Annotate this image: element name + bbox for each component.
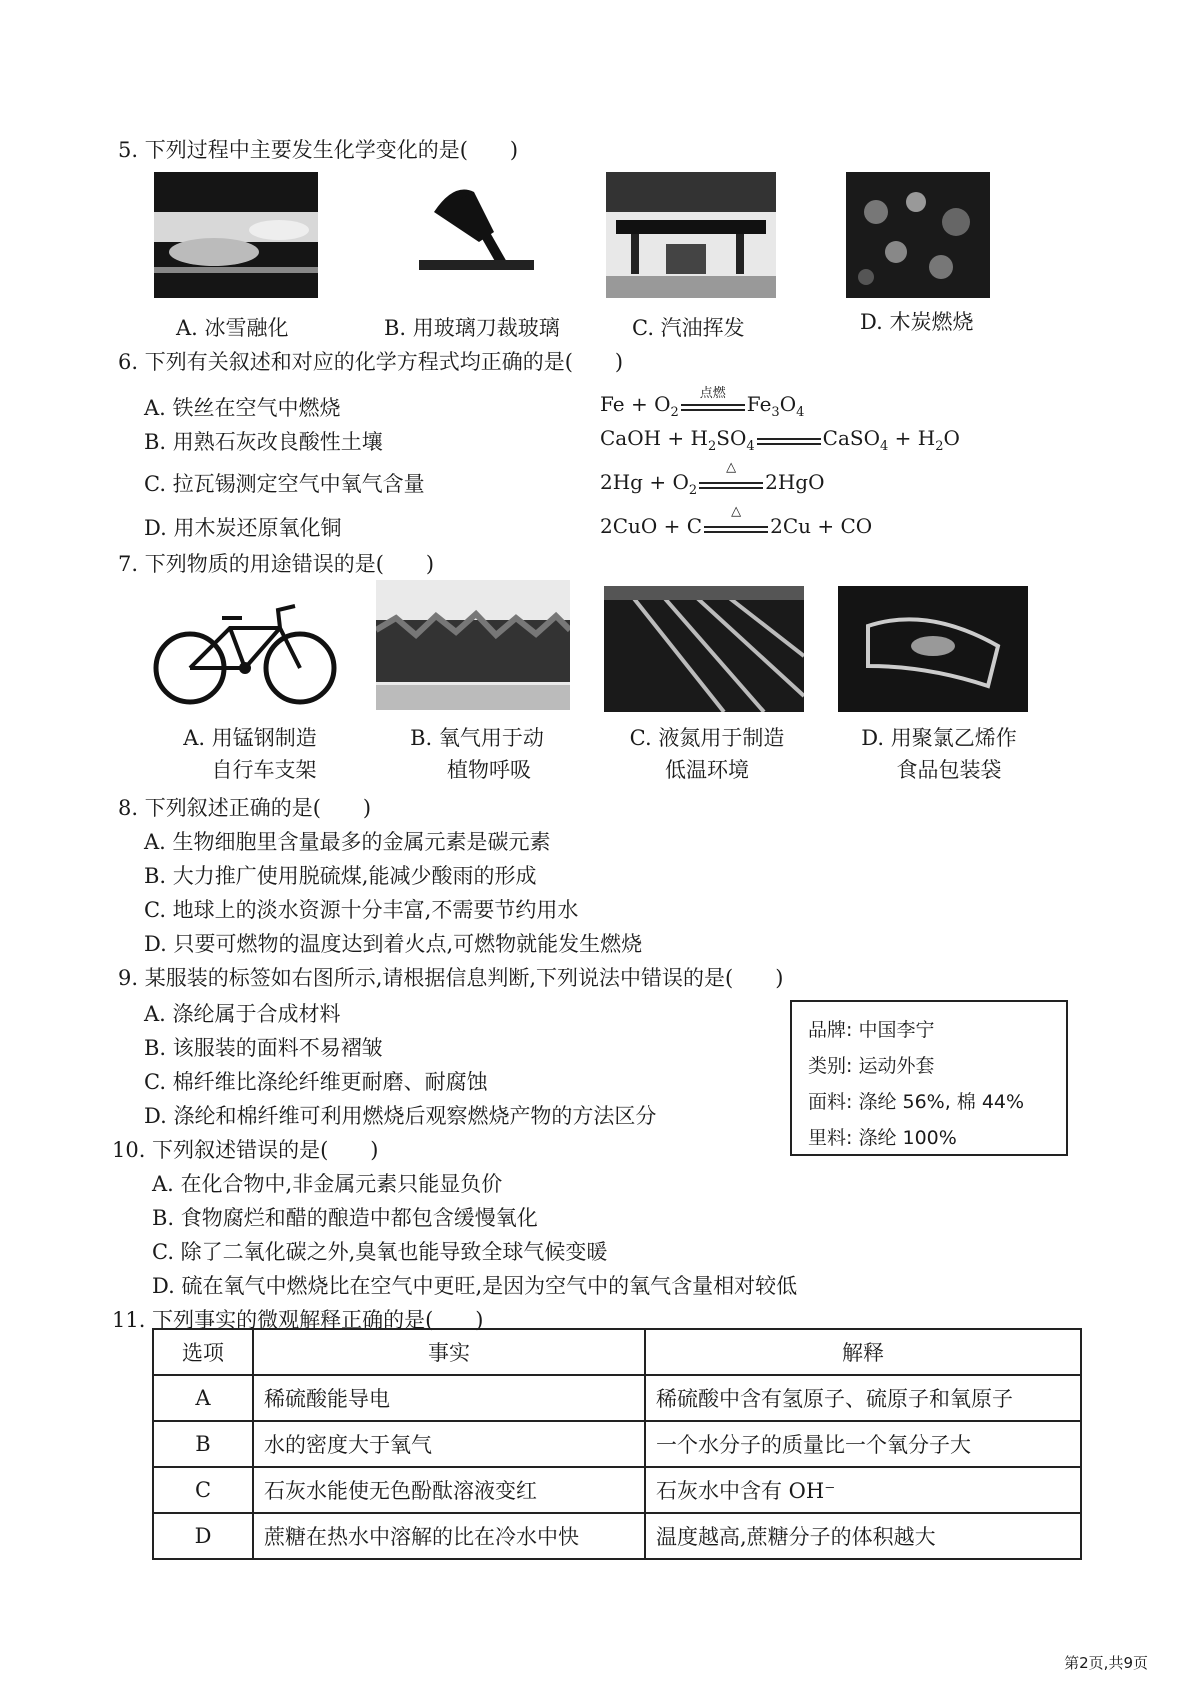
q5-stem: 5. 下列过程中主要发生化学变化的是( )	[118, 138, 519, 162]
q9-option-b: B. 该服装的面料不易褶皱	[144, 1036, 383, 1060]
q7-option-a	[160, 722, 340, 786]
q5-image-gas-station	[606, 172, 776, 298]
row-d-option: D	[153, 1513, 253, 1559]
q8-option-d: D. 只要可燃物的温度达到着火点,可燃物就能发生燃烧	[144, 932, 643, 956]
q5-option-c: C. 汽油挥发	[632, 316, 745, 340]
q10-stem: 10. 下列叙述错误的是( )	[112, 1138, 379, 1162]
label-brand: 品牌: 中国李宁	[808, 1019, 935, 1041]
header-fact: 事实	[253, 1329, 645, 1375]
q5-option-b: B. 用玻璃刀裁玻璃	[384, 316, 560, 340]
q6-stem: 6. 下列有关叙述和对应的化学方程式均正确的是( )	[118, 350, 624, 374]
table-row	[153, 1513, 1081, 1559]
q5-image-glass-cutter	[414, 172, 542, 282]
table-row	[153, 1375, 1081, 1421]
table-header-row	[153, 1329, 1081, 1375]
row-b-explanation: 一个水分子的质量比一个氧分子大	[645, 1421, 1081, 1467]
q6-equation-c: $2Hg + O_2$ △ 2HgO	[600, 460, 825, 498]
q10-option-c: C. 除了二氧化碳之外,臭氧也能导致全球气候变暖	[152, 1240, 608, 1264]
q10-option-d: D. 硫在氧气中燃烧比在空气中更旺,是因为空气中的氧气含量相对较低	[152, 1274, 798, 1298]
label-fabric: 面料: 涤纶 56%, 棉 44%	[808, 1091, 1025, 1113]
q6-option-b: B. 用熟石灰改良酸性土壤	[144, 430, 383, 454]
table-row	[153, 1421, 1081, 1467]
q7-option-c	[614, 722, 800, 786]
q8-option-a: A. 生物细胞里含量最多的金属元素是碳元素	[144, 830, 551, 854]
header-option: 选项	[153, 1329, 253, 1375]
q7-option-d-line1: D. 用聚氯乙烯作	[861, 726, 1017, 750]
q5-option-d: D. 木炭燃烧	[860, 310, 974, 334]
q11-stem: 11. 下列事实的微观解释正确的是( )	[112, 1308, 484, 1332]
q7-image-packaging-bag	[838, 586, 1028, 712]
clothing-label-box	[790, 1000, 1068, 1156]
label-category: 类别: 运动外套	[808, 1055, 935, 1077]
row-a-fact: 稀硫酸能导电	[253, 1375, 645, 1421]
q7-option-d	[846, 722, 1032, 786]
label-lining: 里料: 涤纶 100%	[808, 1127, 957, 1149]
row-d-explanation: 温度越高,蔗糖分子的体积越大	[645, 1513, 1081, 1559]
q5-image-ice	[154, 172, 318, 298]
q7-image-liquid-nitrogen	[604, 586, 804, 712]
q10-option-a: A. 在化合物中,非金属元素只能显负价	[152, 1172, 503, 1196]
q8-option-b: B. 大力推广使用脱硫煤,能减少酸雨的形成	[144, 864, 537, 888]
q5-image-charcoal	[846, 172, 990, 298]
q7-option-c-line1: C. 液氮用于制造	[629, 726, 785, 750]
row-d-fact: 蔗糖在热水中溶解的比在冷水中快	[253, 1513, 645, 1559]
q8-option-c: C. 地球上的淡水资源十分丰富,不需要节约用水	[144, 898, 579, 922]
q7-image-bicycle	[150, 588, 340, 710]
table-row	[153, 1467, 1081, 1513]
q7-image-respiration	[376, 580, 570, 710]
page-number: 第2页,共9页	[1064, 1654, 1148, 1672]
q7-option-c-line2: 低温环境	[665, 758, 749, 782]
q7-option-b	[392, 722, 562, 786]
q11-table	[152, 1328, 1082, 1560]
q7-option-d-line2: 食品包装袋	[896, 758, 1002, 782]
q9-stem: 9. 某服装的标签如右图所示,请根据信息判断,下列说法中错误的是( )	[118, 966, 784, 990]
row-c-explanation: 石灰水中含有 OH⁻	[645, 1467, 1081, 1513]
row-a-option: A	[153, 1375, 253, 1421]
q9-option-d: D. 涤纶和棉纤维可利用燃烧后观察燃烧产物的方法区分	[144, 1104, 657, 1128]
row-c-option: C	[153, 1467, 253, 1513]
q7-option-b-line2: 植物呼吸	[447, 758, 531, 782]
q9-option-a: A. 涤纶属于合成材料	[144, 1002, 341, 1026]
q6-equation-d: 2CuO + C △ 2Cu + CO	[600, 504, 873, 538]
row-a-explanation: 稀硫酸中含有氢原子、硫原子和氧原子	[645, 1375, 1081, 1421]
q8-stem: 8. 下列叙述正确的是( )	[118, 796, 372, 820]
header-explanation: 解释	[645, 1329, 1081, 1375]
q6-option-c: C. 拉瓦锡测定空气中氧气含量	[144, 472, 425, 496]
q6-equation-b: CaOH + $H_2SO_4$ CaSO$_4$ + $H_2O$	[600, 426, 960, 454]
q6-equation-a: $Fe + O_2$ 点燃 $Fe_3O_4$	[600, 386, 805, 420]
q10-option-b: B. 食物腐烂和醋的酿造中都包含缓慢氧化	[152, 1206, 538, 1230]
row-c-fact: 石灰水能使无色酚酞溶液变红	[253, 1467, 645, 1513]
q9-option-c: C. 棉纤维比涤纶纤维更耐磨、耐腐蚀	[144, 1070, 488, 1094]
q7-option-b-line1: B. 氧气用于动	[410, 726, 544, 750]
q5-option-a: A. 冰雪融化	[176, 316, 289, 340]
q7-option-a-line2: 自行车支架	[211, 758, 317, 782]
row-b-option: B	[153, 1421, 253, 1467]
q6-option-d: D. 用木炭还原氧化铜	[144, 516, 342, 540]
q6-option-a: A. 铁丝在空气中燃烧	[144, 396, 341, 420]
q7-option-a-line1: A. 用锰钢制造	[183, 726, 317, 750]
q7-stem: 7. 下列物质的用途错误的是( )	[118, 552, 435, 576]
row-b-fact: 水的密度大于氧气	[253, 1421, 645, 1467]
